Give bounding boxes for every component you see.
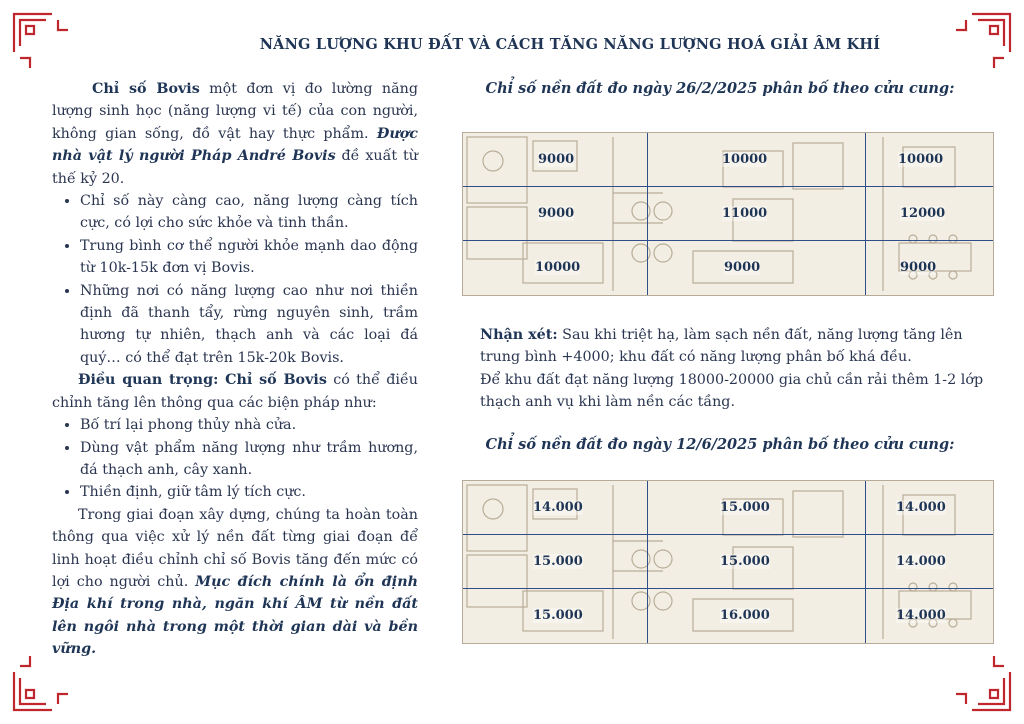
construction-text: Trong giai đoạn xây dựng, chúng ta hoàn toàn thông qua việc xử lý nền đất từng giai đoạn để linh hoạt điều chỉnh chỉ số Bovis tăng đến mức có lợi cho người chủ. — [52, 506, 418, 590]
bovis-value: 9000 — [538, 152, 575, 167]
caption-plan-2: Chỉ số nền đất đo ngày 12/6/2025 phân bố theo cửu cung: — [485, 436, 955, 453]
bovis-term: Chỉ số Bovis — [92, 81, 200, 97]
grid-cell — [866, 535, 993, 589]
bovis-value: 15.000 — [720, 500, 770, 515]
list-item: • Trung bình cơ thể người khỏe mạnh dao động từ 10k-15k đơn vị Bovis. — [80, 235, 418, 280]
list-item: • Thiền định, giữ tâm lý tích cực. — [80, 481, 418, 503]
methods-list — [52, 414, 418, 504]
grid-cell — [463, 535, 648, 589]
intro-paragraph — [52, 78, 418, 190]
bovis-value: 15.000 — [533, 608, 583, 623]
nine-palace-grid-2 — [463, 481, 993, 643]
list-item: • Dùng vật phẩm năng lượng như trầm hương, đá thạch anh, cây xanh. — [80, 437, 418, 482]
intro-text: một đơn vị đo lường năng lượng sinh học (năng lượng vi tế) của con người, không gian sống, đồ vật hay thực phẩm. — [52, 81, 418, 142]
grid-cell — [648, 535, 866, 589]
construction-paragraph — [52, 504, 418, 661]
grid-cell — [648, 187, 866, 241]
bovis-value: 12000 — [900, 206, 946, 221]
floor-plan-2 — [462, 480, 994, 644]
important-label: Điều quan trọng: Chỉ số Bovis — [78, 372, 327, 389]
list-item: • Bố trí lại phong thủy nhà cửa. — [80, 414, 418, 436]
corner-ornament-bottom-right — [954, 654, 1012, 712]
bovis-value: 9000 — [900, 260, 937, 275]
corner-ornament-bottom-left — [12, 654, 70, 712]
left-column — [52, 78, 418, 661]
bovis-value: 10000 — [722, 152, 768, 167]
important-paragraph — [52, 369, 418, 414]
bovis-value: 15.000 — [533, 554, 583, 569]
grid-cell — [648, 481, 866, 535]
bovis-value: 10000 — [898, 152, 944, 167]
bovis-value: 9000 — [538, 206, 575, 221]
bovis-value: 14.000 — [896, 608, 946, 623]
bovis-value: 14.000 — [896, 554, 946, 569]
grid-cell — [866, 187, 993, 241]
main-purpose: Mục đích chính là ổn định Địa khí trong nhà, ngăn khí ÂM từ nền đất lên ngôi nhà trong một thời gian dài và bền vững. — [52, 573, 418, 658]
bovis-value: 14.000 — [896, 500, 946, 515]
grid-cell — [866, 589, 993, 643]
grid-cell — [463, 133, 648, 187]
list-item: • Chỉ số này càng cao, năng lượng càng tích cực, có lợi cho sức khỏe và tinh thần. — [80, 190, 418, 235]
important-text: có thể điều chỉnh tăng lên thông qua các biện pháp như: — [52, 372, 418, 411]
intro-text-end: đề xuất từ thế kỷ 20. — [52, 148, 418, 187]
corner-ornament-top-left — [12, 12, 70, 70]
bovis-value: 15.000 — [720, 554, 770, 569]
bovis-value: 9000 — [724, 260, 761, 275]
page-title: NĂNG LƯỢNG KHU ĐẤT VÀ CÁCH TĂNG NĂNG LƯỢNG HOÁ GIẢI ÂM KHÍ — [259, 36, 881, 53]
remark-advice: Để khu đất đạt năng lượng 18000-20000 gia chủ cần rải thêm 1-2 lớp thạch anh vụ khi làm nền các tầng. — [480, 371, 984, 411]
grid-cell — [463, 241, 648, 295]
caption-plan-1: Chỉ số nền đất đo ngày 26/2/2025 phân bố theo cửu cung: — [485, 80, 955, 97]
grid-cell — [648, 589, 866, 643]
bovis-facts-list — [52, 190, 418, 369]
bovis-origin: Được nhà vật lý người Pháp André Bovis — [52, 125, 418, 165]
grid-cell — [648, 241, 866, 295]
grid-cell — [463, 187, 648, 241]
grid-cell — [648, 133, 866, 187]
remark-label: Nhận xét: — [480, 327, 558, 343]
grid-cell — [866, 133, 993, 187]
remark-block — [480, 324, 1000, 414]
grid-cell — [463, 481, 648, 535]
remark-text: Sau khi triệt hạ, làm sạch nền đất, năng lượng tăng lên trung bình +4000; khu đất có năng lượng phân bố khá đều. — [480, 327, 963, 366]
nine-palace-grid-1 — [463, 133, 993, 295]
floor-plan-1 — [462, 132, 994, 296]
bovis-value: 11000 — [722, 206, 768, 221]
list-item: • Những nơi có năng lượng cao như nơi thiền định đã thanh tẩy, rừng nguyên sinh, trầm hương tự nhiên, thạch anh và các loại đá quý… có thể đạt trên 15k-20k Bovis. — [80, 280, 418, 370]
bovis-value: 14.000 — [533, 500, 583, 515]
grid-cell — [866, 241, 993, 295]
grid-cell — [866, 481, 993, 535]
bovis-value: 10000 — [535, 260, 581, 275]
grid-cell — [463, 589, 648, 643]
bovis-value: 16.000 — [720, 608, 770, 623]
